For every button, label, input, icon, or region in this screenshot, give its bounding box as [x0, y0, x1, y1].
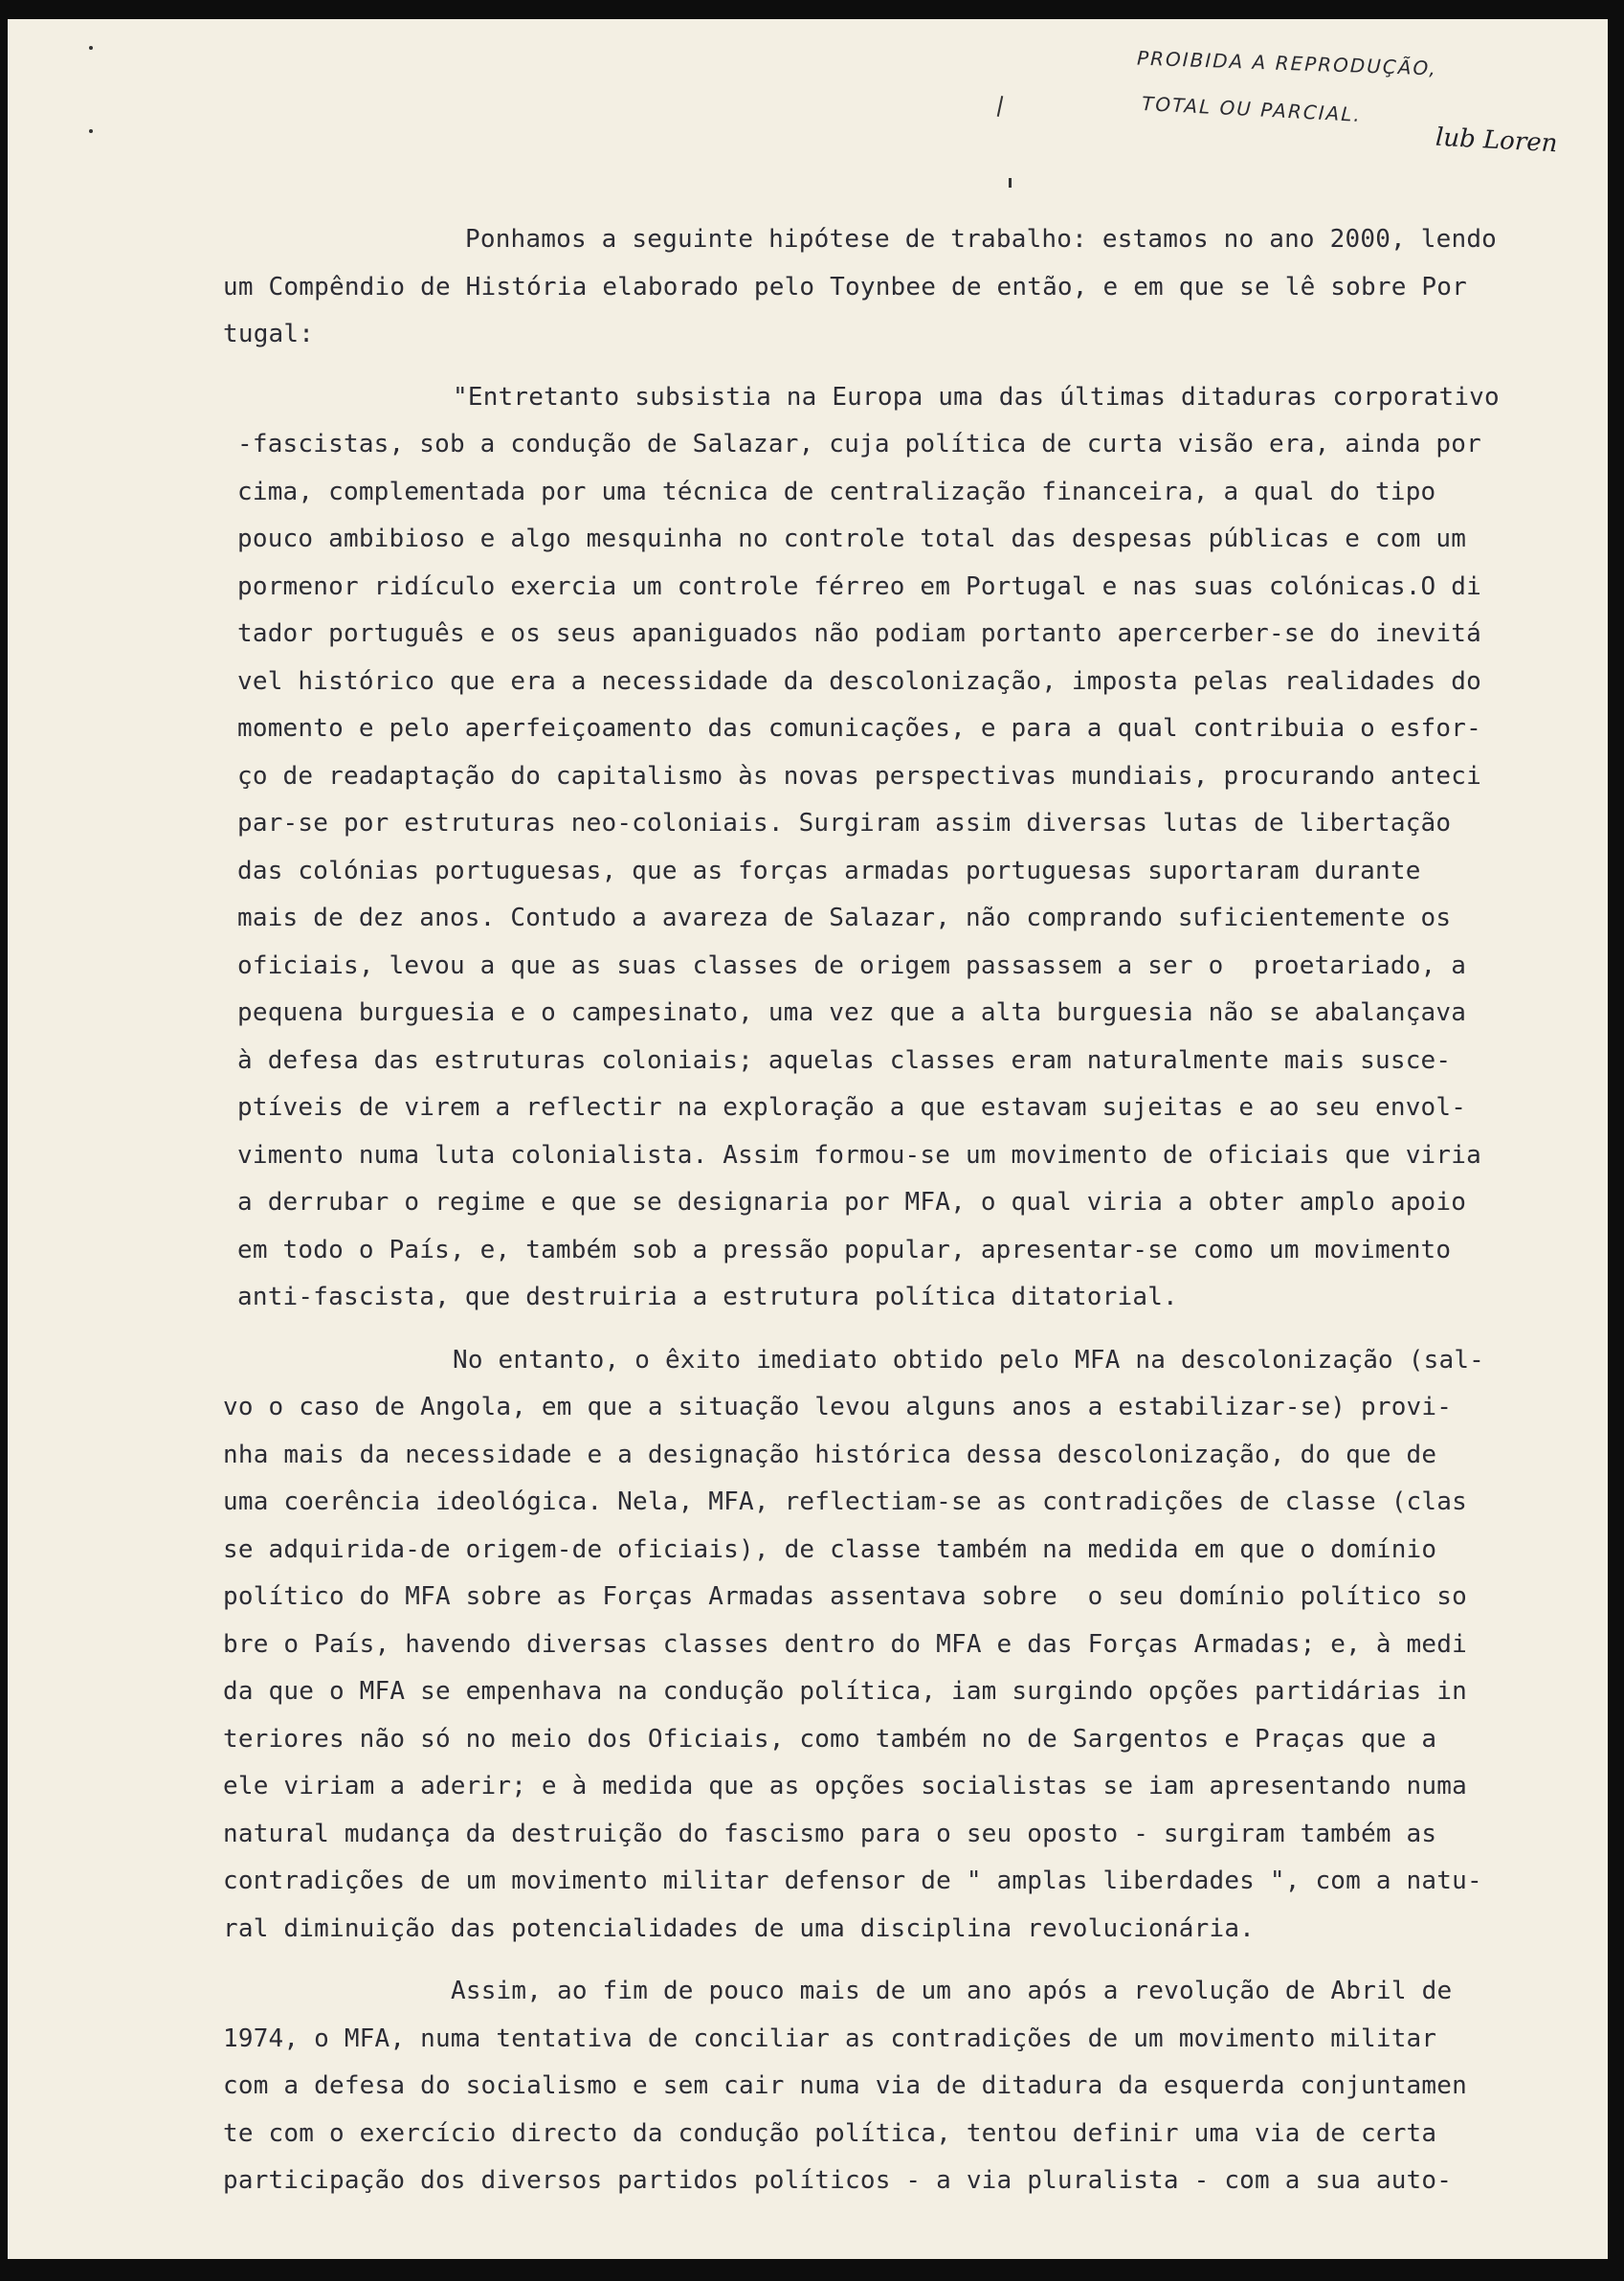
text-line: nha mais da necessidade e a designação histórica dessa descolonização, do que de [223, 1440, 1437, 1469]
text-line: um Compêndio de História elaborado pelo Toynbee de então, e em que se lê sobre Por [223, 272, 1467, 302]
text-line: a derrubar o regime e que se designaria por MFA, o qual viria a obter amplo apoio [237, 1188, 1467, 1217]
text-line: pequena burguesia e o campesinato, uma vez que a alta burguesia não se abalançava [237, 998, 1467, 1027]
text-line: vo o caso de Angola, em que a situação levou alguns anos a estabilizar-se) provi- [223, 1393, 1453, 1421]
text-line: mais de dez anos. Contudo a avareza de Salazar, não comprando suficientemente os [237, 904, 1452, 932]
text-line: vimento numa luta colonialista. Assim formou-se um movimento de oficiais que viria [237, 1140, 1481, 1170]
margin-note-line-1: PROIBIDA A REPRODUÇÃO, [1136, 46, 1438, 80]
text-line: ral diminuição das potencialidades de uma disciplina revolucionária. [223, 1913, 1256, 1943]
text-line: -fascistas, sob a condução de Salazar, cuja política de curta visão era, ainda por [237, 430, 1481, 458]
text-line: com a defesa do socialismo e sem cair numa via de ditadura da esquerda conjuntamen [223, 2071, 1467, 2100]
text-line: em todo o País, e, também sob a pressão popular, apresentar-se como um movimento [237, 1235, 1452, 1264]
text-line: contradições de um movimento militar defensor de " amplas liberdades ", com a natu- [223, 1867, 1482, 1895]
text-line: ptíveis de virem a reflectir na exploração a que estavam sujeitas e ao seu envol- [237, 1093, 1467, 1122]
text-line: bre o País, havendo diversas classes dentro do MFA e das Forças Armadas; e, à medi [223, 1629, 1467, 1659]
text-line: participação dos diversos partidos políticos - a via pluralista - com a sua auto- [223, 2166, 1453, 2195]
text-line: ço de readaptação do capitalismo às novas perspectivas mundiais, procurando anteci [237, 761, 1481, 791]
text-line: vel histórico que era a necessidade da descolonização, imposta pelas realidades do [237, 666, 1481, 696]
text-line: se adquirida-de origem-de oficiais), de classe também na medida em que o domínio [223, 1534, 1437, 1564]
paragraph [223, 216, 1582, 359]
paragraph [223, 1337, 1582, 1954]
margin-note-line-2: TOTAL OU PARCIAL. [1141, 91, 1363, 127]
pen-mark [1009, 178, 1012, 188]
text-line: anti-fascista, que destruiria a estrutura política ditatorial. [237, 1283, 1178, 1311]
text-line: à defesa das estruturas coloniais; aquelas classes eram naturalmente mais susce- [237, 1045, 1452, 1075]
text-line: das colónias portuguesas, que as forças armadas portuguesas suportaram durante [237, 856, 1421, 885]
text-line: da que o MFA se empenhava na condução política, iam surgindo opções partidárias in [223, 1677, 1467, 1706]
text-line: par-se por estruturas neo-coloniais. Surgiram assim diversas lutas de libertação [237, 809, 1452, 838]
text-line: "Entretanto subsistia na Europa uma das últimas ditaduras corporativo [453, 382, 1500, 412]
text-line: Ponhamos a seguinte hipótese de trabalho: estamos no ano 2000, lendo [465, 225, 1498, 254]
text-line: te com o exercício directo da condução política, tentou definir uma via de certa [223, 2118, 1437, 2148]
paragraph [223, 1968, 1582, 2205]
typewritten-body [223, 216, 1582, 2221]
punch-mark [89, 129, 93, 133]
text-line: pormenor ridículo exercia um controle férreo em Portugal e nas suas colónicas.O di [237, 571, 1481, 601]
handwritten-signature: lub Loren [1435, 123, 1559, 159]
text-line: cima, complementada por uma técnica de centralização financeira, a qual do tipo [237, 477, 1436, 506]
text-line: tador português e os seus apaniguados não podiam portanto apercerber-se do inevitá [237, 619, 1481, 648]
pen-mark [997, 96, 1004, 117]
text-line: teriores não só no meio dos Oficiais, como também no de Sargentos e Praças que a [223, 1724, 1437, 1754]
text-line: natural mudança da destruição do fascismo para o seu oposto - surgiram também as [223, 1819, 1437, 1848]
text-line: uma coerência ideológica. Nela, MFA, reflectiam-se as contradições de classe (clas [223, 1487, 1467, 1516]
punch-mark [89, 46, 93, 50]
paragraph [223, 374, 1582, 1322]
text-line: tugal: [223, 320, 315, 348]
text-line: ele viriam a aderir; e à medida que as opções socialistas se iam apresentando numa [223, 1772, 1467, 1800]
text-line: momento e pelo aperfeiçoamento das comunicações, e para a qual contribuia o esfor- [237, 714, 1481, 743]
text-line: político do MFA sobre as Forças Armadas assentava sobre o seu domínio político so [223, 1582, 1467, 1611]
text-line: pouco ambibioso e algo mesquinha no controle total das despesas públicas e com um [237, 525, 1467, 553]
text-line: oficiais, levou a que as suas classes de origem passassem a ser o proetariado, a [237, 950, 1467, 980]
text-line: No entanto, o êxito imediato obtido pelo MFA na descolonização (sal- [453, 1345, 1485, 1375]
document-page [8, 19, 1608, 2259]
text-line: Assim, ao fim de pouco mais de um ano após a revolução de Abril de [451, 1977, 1453, 2005]
text-line: 1974, o MFA, numa tentativa de conciliar as contradições de um movimento militar [223, 2024, 1437, 2053]
